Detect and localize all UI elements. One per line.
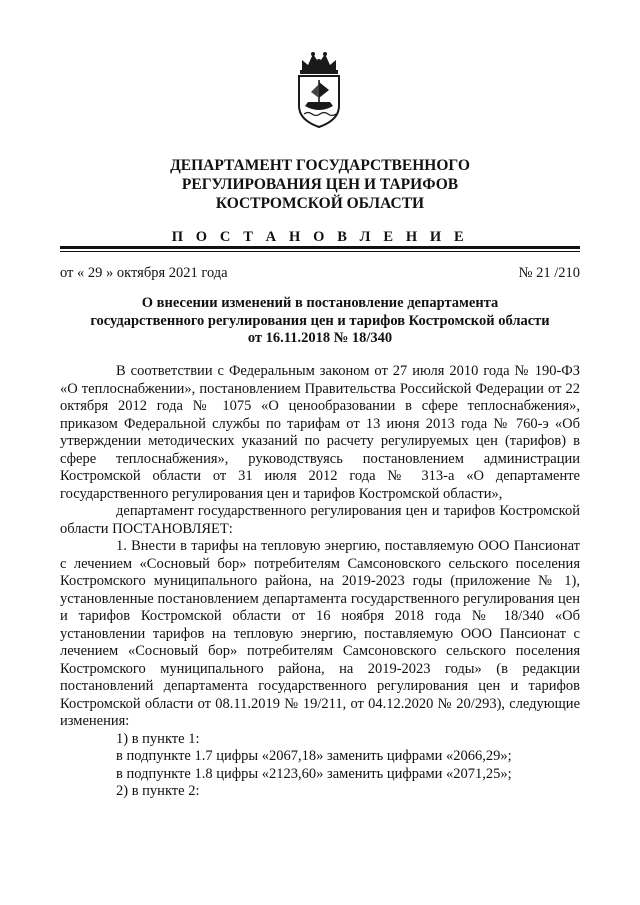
- subject-line-3: от 16.11.2018 № 18/340: [247, 330, 393, 346]
- subject-line-1: О внесении изменений в постановление департамента: [141, 295, 499, 311]
- header-divider-thin: [60, 251, 580, 252]
- kostroma-coat-of-arms-icon: [294, 50, 344, 128]
- department-name: [60, 156, 580, 213]
- department-name-line-2: РЕГУЛИРОВАНИЯ ЦЕН И ТАРИФОВ: [181, 176, 459, 193]
- document-type-title: П О С Т А Н О В Л Е Н И Е: [171, 229, 469, 245]
- document-body: [60, 363, 580, 801]
- clause-1-item-2: 2) в пункте 2:: [116, 783, 200, 799]
- resolution-paragraph: департамент государственного регулирования цен и тарифов Костромской области ПОСТАНОВЛЯЕТ:: [60, 503, 580, 537]
- clause-1-item-1: 1) в пункте 1:: [116, 730, 200, 747]
- preamble-paragraph: В соответствии с Федеральным законом от 27 июля 2010 года № 190-ФЗ «О теплоснабжении», постановлением Правительства Российской Федерации от 22 октября 2012 года № 1075 «О ценообразовании в сфере теплоснабжения», приказом Федеральной службы по тарифам от 13 июня 2013 года № 760-э «Об утверждении методических указаний по расчету регулируемых цен (тарифов) в сфере теплоснабжения», руководствуясь постановлением администрации Костромской области от 31 июля 2012 года № 313-а «О департаменте государственного регулирования цен и тарифов Костромской области»,: [60, 363, 580, 502]
- clause-1-item-1-sub-1: в подпункте 1.7 цифры «2067,18» заменить цифрами «2066,29»;: [116, 748, 512, 764]
- header-divider-thick: [60, 246, 580, 249]
- document-number: № 21 /210: [518, 265, 580, 281]
- clause-1-item-1-sub-2: в подпункте 1.8 цифры «2123,60» заменить цифрами «2071,25»;: [116, 765, 512, 782]
- clause-1-paragraph: 1. Внести в тарифы на тепловую энергию, поставляемую ООО Пансионат с лечением «Сосновый бор» потребителям Самсоновского сельского поселения Костромского муниципального района, на 2019-2023 годы (приложение № 1), установленные постановлением департамента государственного регулирования цен и тарифов Костромской области от 16 ноября 2018 года № 18/340 «Об установлении тарифов на тепловую энергию, поставляемую ООО Пансионат с лечением «Сосновый бор» потребителям Самсоновского сельского поселения Костромского муниципального района, на 2019-2023 годы» (в редакции постановлений департамента государственного регулирования цен и тарифов Костромской области от 08.11.2019 № 19/211, от 04.12.2020 № 20/293), следующие изменения:: [60, 538, 580, 729]
- department-name-line-3: КОСТРОМСКОЙ ОБЛАСТИ: [215, 195, 425, 212]
- subject-line-2: государственного регулирования цен и тарифов Костромской области: [90, 312, 550, 329]
- document-date: от « 29 » октября 2021 года: [60, 265, 228, 281]
- document-subject: [60, 295, 580, 348]
- department-name-line-1: ДЕПАРТАМЕНТ ГОСУДАРСТВЕННОГО: [170, 157, 470, 174]
